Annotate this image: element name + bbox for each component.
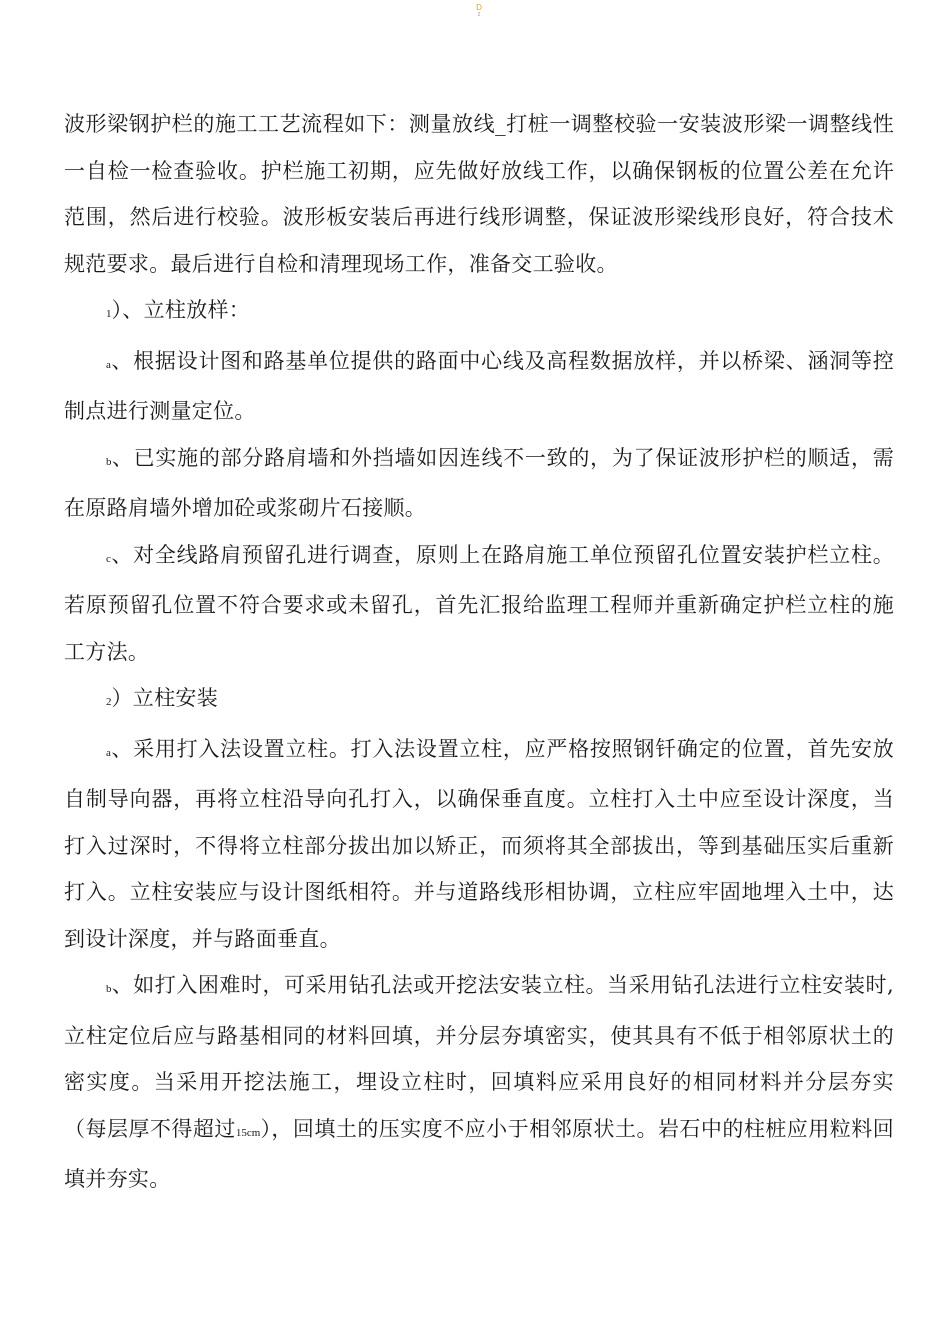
item-text-before: 、如打入困难时，可采用钻孔法或开挖法安装立柱。当采用钻孔法进行立柱安装时,立柱定位后应与路基相同的材料回填，并分层夯填密实，使其具有不低于相邻原状土的密实度。当采用开挖法施工，埋设立柱时，回填料应采用良好的相同材料并分层夯实（每层厚不得超过 [64, 973, 894, 1141]
heading-column-install [64, 675, 894, 726]
heading-number: 2 [106, 696, 112, 708]
unit-value: 15cm [235, 1126, 261, 1139]
item-letter: b [106, 455, 112, 468]
document-body [64, 101, 894, 1203]
item-letter: a [106, 746, 111, 759]
item-text: 、已实施的部分路肩墙和外挡墙如因连线不一致的，为了保证波形护栏的顺适，需在原路肩墙外增加砼或浆砌片石接顺。 [64, 445, 894, 520]
paragraph-item-a [64, 338, 894, 435]
page-marker-letter: D [476, 3, 482, 12]
paragraph-item-c [64, 532, 894, 676]
paragraph-item-b [64, 435, 894, 532]
heading-text: ）、立柱放样： [111, 298, 251, 322]
item-text: 、对全线路肩预留孔进行调查，原则上在路肩施工单位预留孔位置安装护栏立柱。若原预留孔位置不符合要求或未留孔，首先汇报给监理工程师并重新确定护栏立柱的施工方法。 [64, 542, 894, 664]
heading-text: ）立柱安装 [111, 686, 218, 710]
paragraph-install-b [64, 962, 894, 1203]
item-text: 、根据设计图和路基单位提供的路面中心线及高程数据放样，并以桥梁、涵洞等控制点进行测量定位。 [64, 348, 894, 423]
paragraph-intro [64, 101, 894, 287]
item-text-after: ），回填土的压实度不应小于相邻原状土。岩石中的柱桩应用粒料回填并夯实。 [64, 1116, 895, 1191]
page-marker-number: 2 [477, 12, 481, 18]
heading-number: 1 [106, 308, 112, 320]
item-text: 、采用打入法设置立柱。打入法设置立柱，应严格按照钢钎确定的位置，首先安放自制导向器，再将立柱沿导向孔打入，以确保垂直度。立柱打入土中应至设计深度，当打入过深时，不得将立柱部分拔出加以矫正，而须将其全部拔出，等到基础压实后重新打入。立柱安装应与设计图纸相符。并与道路线形相协调，立柱应牢固地埋入土中，达到设计深度，并与路面垂直。 [64, 736, 894, 951]
paragraph-install-a [64, 726, 894, 963]
page-marker [472, 4, 486, 18]
heading-column-layout [64, 287, 894, 338]
item-letter: c [106, 552, 111, 565]
item-letter: b [106, 983, 112, 995]
paragraph-intro-text: 波形梁钢护栏的施工工艺流程如下：测量放线_打桩一调整校验一安装波形梁一调整线性一自检一检查验收。护栏施工初期，应先做好放线工作，以确保钢板的位置公差在允许范围，然后进行校验。波形板安装后再进行线形调整，保证波形梁线形良好，符合技术规范要求。最后进行自检和清理现场工作，准备交工验收。 [64, 112, 894, 276]
item-letter: a [106, 358, 111, 371]
